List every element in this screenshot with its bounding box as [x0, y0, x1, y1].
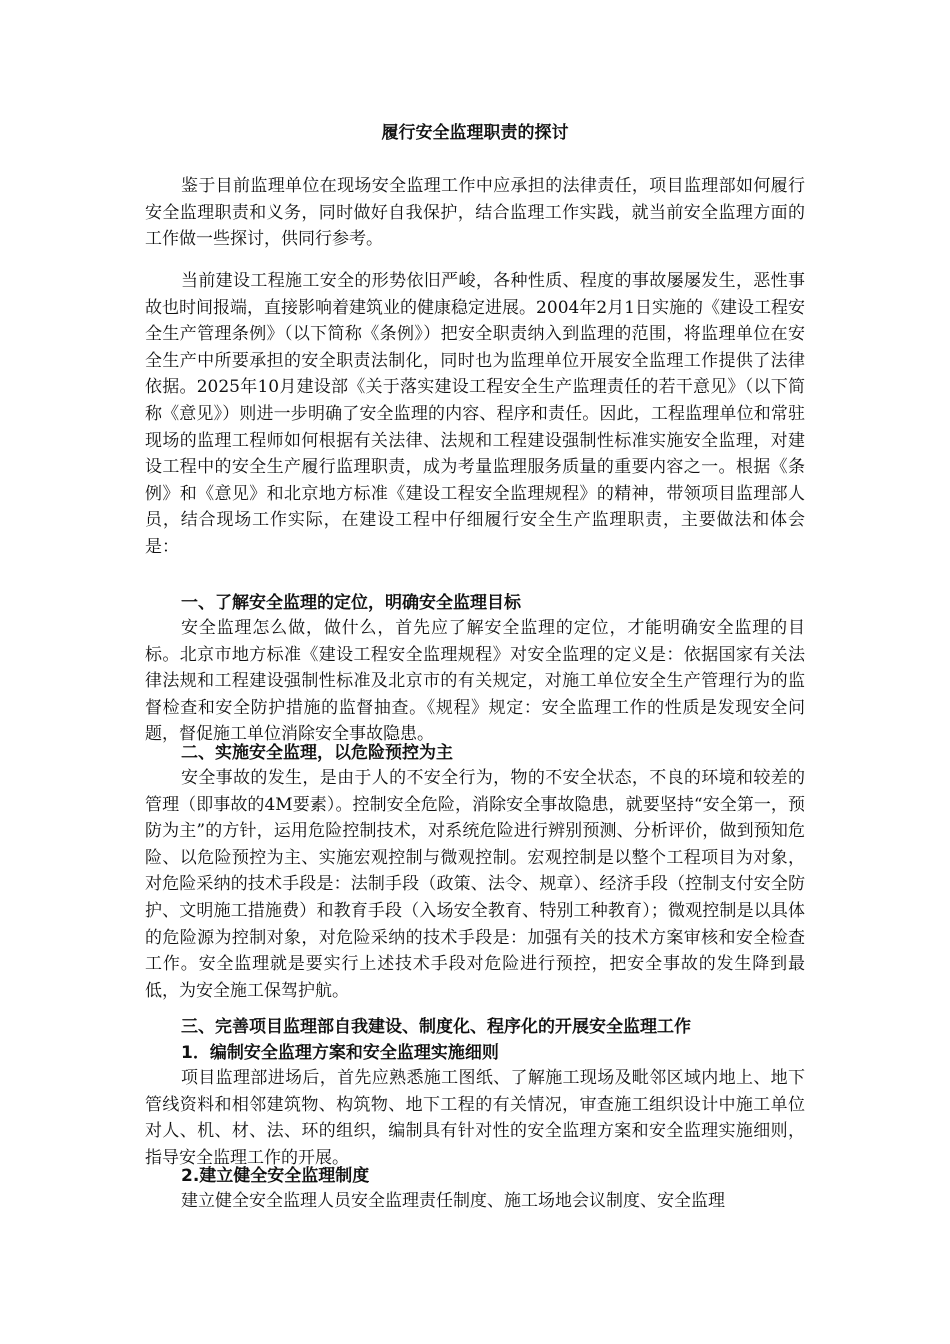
section-1-body: 安全监理怎么做，做什么，首先应了解安全监理的定位，才能明确安全监理的目标。北京市地方标准《建设工程安全监理规程》对安全监理的定义是：依据国家有关法律法规和工程建设强制性标准及北京市的有关规定，对施工单位安全生产管理行为的监督检查和安全防护措施的监督抽查。《规程》规定：安全监理工作的性质是发现安全问题，督促施工单位消除安全事故隐患。: [145, 618, 805, 745]
subsection-2-body: 建立健全安全监理人员安全监理责任制度、施工场地会议制度、安全监理: [181, 1191, 725, 1211]
section-3-heading: 三、完善项目监理部自我建设、制度化、程序化的开展安全监理工作: [181, 1017, 691, 1037]
section-1-heading: 一、了解安全监理的定位，明确安全监理目标: [181, 593, 521, 613]
document-title: 履行安全监理职责的探讨: [381, 123, 569, 143]
subsection-1-heading: 1．编制安全监理方案和安全监理实施细则: [181, 1043, 499, 1063]
subsection-2-heading: 2.建立健全安全监理制度: [181, 1166, 370, 1186]
section-2-heading: 二、实施安全监理，以危险预控为主: [181, 743, 453, 763]
section-2-body: 安全事故的发生，是由于人的不安全行为，物的不安全状态，不良的环境和较差的管理（即事故的4M要素）。控制安全危险，消除安全事故隐患，就要坚持“安全第一，预防为主”的方针，运用危险控制技术，对系统危险进行辨别预测、分析评价，做到预知危险、以危险预控为主、实施宏观控制与微观控制。宏观控制是以整个工程项目为对象，对危险采纳的技术手段是：法制手段（政策、法令、规章）、经济手段（控制支付安全防护、文明施工措施费）和教育手段（入场安全教育、特别工种教育）；微观控制是以具体的危险源为控制对象，对危险采纳的技术手段是：加强有关的技术方案审核和安全检查工作。安全监理就是要实行上述技术手段对危险进行预控，把安全事故的发生降到最低，为安全施工保驾护航。: [145, 768, 805, 1001]
background-paragraph: 当前建设工程施工安全的形势依旧严峻，各种性质、程度的事故屡屡发生，恶性事故也时间报端，直接影响着建筑业的健康稳定进展。2004年2月1日实施的《建设工程安全生产管理条例》（以下简称《条例》）把安全职责纳入到监理的范围，将监理单位在安全生产中所要承担的安全职责法制化，同时也为监理单位开展安全监理工作提供了法律依据。2025年10月建设部《关于落实建设工程安全生产监理责任的若干意见》（以下简称《意见》）则进一步明确了安全监理的内容、程序和责任。因此，工程监理单位和常驻现场的监理工程师如何根据有关法律、法规和工程建设强制性标准实施安全监理，对建设工程中的安全生产履行监理职责，成为考量监理服务质量的重要内容之一。根据《条例》和《意见》和北京地方标准《建设工程安全监理规程》的精神，带领项目监理部人员，结合现场工作实际，在建设工程中仔细履行安全生产监理职责，主要做法和体会是：: [145, 271, 805, 557]
intro-paragraph: 鉴于目前监理单位在现场安全监理工作中应承担的法律责任，项目监理部如何履行安全监理职责和义务，同时做好自我保护，结合监理工作实践，就当前安全监理方面的工作做一些探讨，供同行参考。: [145, 176, 805, 250]
subsection-1-body: 项目监理部进场后，首先应熟悉施工图纸、了解施工现场及毗邻区域内地上、地下管线资料和相邻建筑物、构筑物、地下工程的有关情况，审查施工组织设计中施工单位对人、机、材、法、环的组织，编制具有针对性的安全监理方案和安全监理实施细则，指导安全监理工作的开展。: [145, 1068, 805, 1168]
